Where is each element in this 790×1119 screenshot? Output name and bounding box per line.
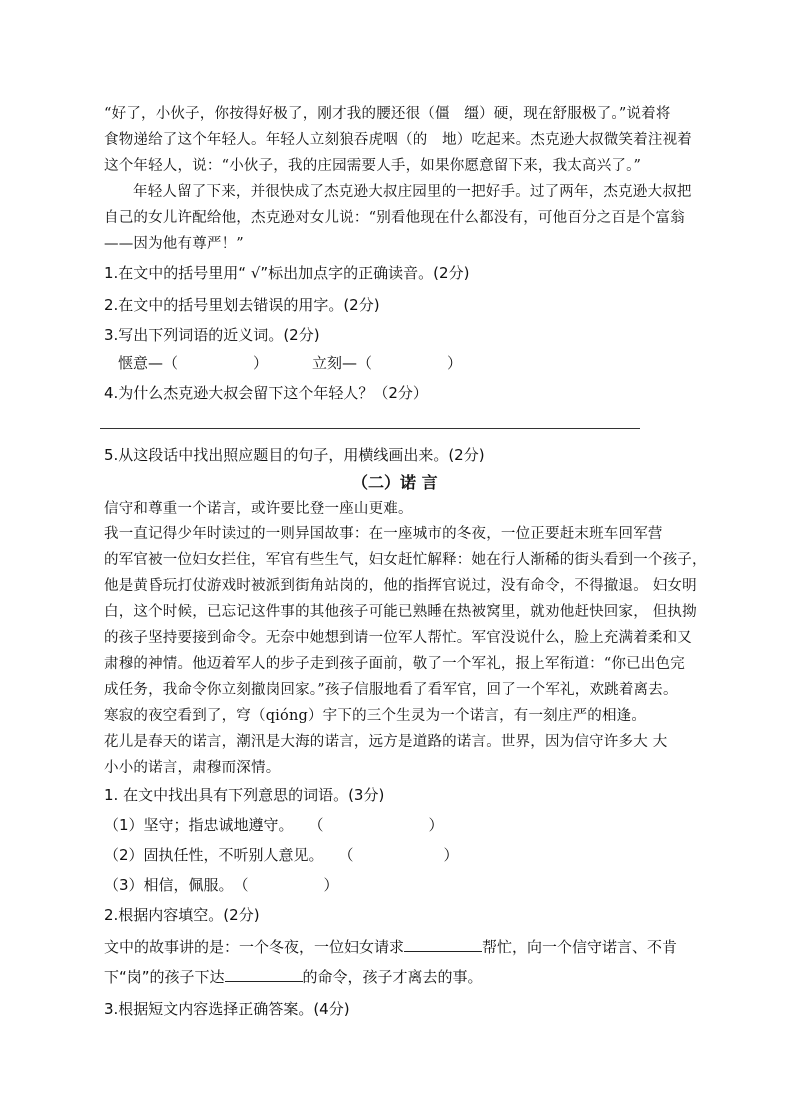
question-2-2: 2.根据内容填空。(2分) [104,906,260,924]
fill-in-blank[interactable] [225,967,303,982]
fill-in-text: 的命令，孩子才离去的事。 [302,968,483,986]
passage-line: “好了，小伙子，你按得好极了，刚才我的腰还很（僵 缰）硬，现在舒服极了。”说着将 [104,106,671,122]
question-3: 3.写出下列词语的近义词。(2分) [104,326,320,344]
passage-line: 自己的女儿许配给他，杰克逊对女儿说：“别看他现在什么都没有，可他百分之百是个富翁 [104,210,685,226]
question-2-1-a: （1）坚守；指忠诚地遵守。 （ ） [104,816,444,834]
question-1: 1.在文中的括号里用“ √”标出加点字的正确读音。(2分) [104,264,470,282]
passage-line: ——因为他有尊严！” [104,236,244,252]
answer-line[interactable] [100,428,640,429]
passage-line: 这个年轻人，说：“小伙子，我的庄园需要人手，如果你愿意留下来，我太高兴了。” [104,158,642,174]
passage-line: 的孩子坚持要接到命令。无奈中她想到请一位军人帮忙。军官没说什么，脸上充满着柔和又 [104,630,692,646]
question-3-item-1: 惬意—（ ） [118,354,269,372]
passage-line: 白，这个时候，已忘记这件事的其他孩子可能已熟睡在热被窝里，就劝他赶快回家， 但执拗 [104,604,697,620]
passage-line: 年轻人留了下来，并很快成了杰克逊大叔庄园里的一把好手。过了两年，杰克逊大叔把 [133,184,692,200]
question-2-1-c: （3）相信，佩服。 （ ） [104,876,339,894]
question-2-3: 3.根据短文内容选择正确答案。(4分) [104,1000,350,1018]
passage-line: 小小的诺言，肃穆而深情。 [104,760,281,776]
fill-in-line-2 [104,966,483,987]
passage-line: 肃穆的神情。他迈着军人的步子走到孩子面前，敬了一个军礼，报上军衔道：“你已出色完 [104,656,685,672]
question-2-1-b: （2）固执任性，不听别人意见。 （ ） [104,846,459,864]
question-2-1: 1. 在文中找出具有下列意思的词语。(3分) [104,786,385,804]
passage-line: 我一直记得少年时读过的一则异国故事：在一座城市的冬夜，一位正要赶末班车回军营 [104,526,663,542]
passage-line: 的军官被一位妇女拦住，军官有些生气，妇女赶忙解释：她在行人渐稀的街头看到一个孩子， [104,552,707,568]
fill-in-text: 帮忙，向一个信守诺言、不肯 [482,938,678,956]
question-2: 2.在文中的括号里划去错误的用字。(2分) [104,296,380,314]
fill-in-line-1 [104,936,677,957]
question-3-item-2: 立刻—（ ） [312,354,463,372]
fill-in-text: 文中的故事讲的是：一个冬夜，一位妇女请求 [104,938,405,956]
passage-line: 花儿是春天的诺言，潮汛是大海的诺言，远方是道路的诺言。世界，因为信守许多大 大 [104,734,668,750]
passage-line: 信守和尊重一个诺言，或许要比登一座山更难。 [104,501,413,517]
question-4: 4.为什么杰克逊大叔会留下这个年轻人？（2分） [104,384,428,402]
section-title: （二）诺 言 [352,473,438,492]
fill-in-text: 下“岗”的孩子下达 [104,968,225,986]
fill-in-blank[interactable] [404,937,482,952]
passage-line: 他是黄昏玩打仗游戏时被派到街角站岗的，他的指挥官说过，没有命令，不得撤退。 妇女明 [104,578,697,594]
question-5: 5.从这段话中找出照应题目的句子，用横线画出来。(2分) [104,446,485,464]
passage-line: 寒寂的夜空看到了，穹（qióng）宇下的三个生灵为一个诺言，有一刻庄严的相逢。 [104,708,647,724]
passage-line: 成任务，我命令你立刻撤岗回家。”孩子信服地看了看军官，回了一个军礼，欢跳着离去。 [104,682,678,698]
passage-line: 食物递给了这个年轻人。年轻人立刻狼吞虎咽（的 地）吃起来。杰克逊大叔微笑着注视着 [104,132,692,148]
